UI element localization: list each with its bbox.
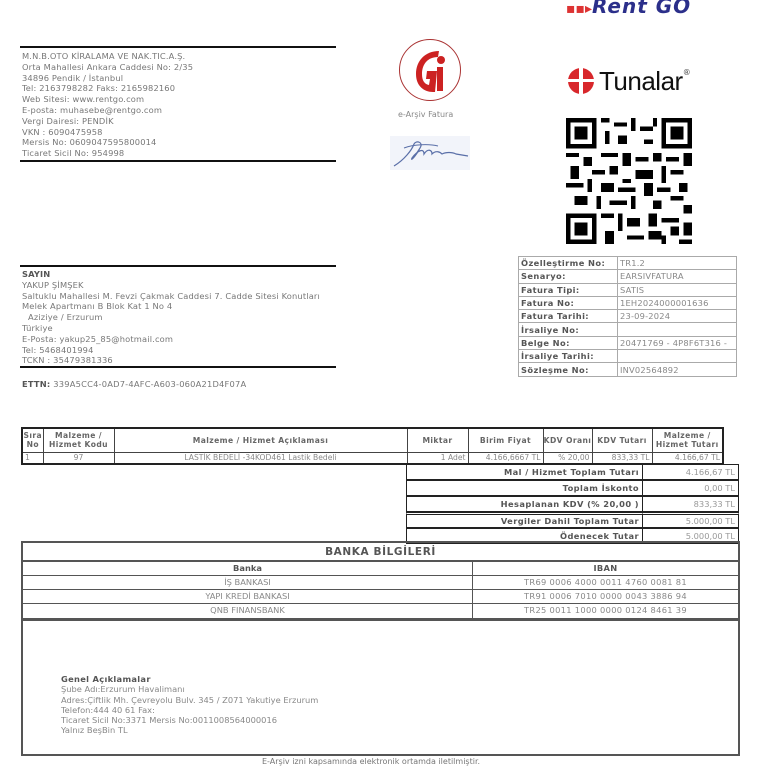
buyer-heading: SAYIN [22, 269, 51, 279]
meta-row: Fatura No: 1EH2024000001636 [519, 296, 737, 309]
buyer-district: Aziziye / Erzurum [28, 312, 103, 323]
seller-info [20, 46, 336, 162]
col-aciklama: Malzeme / Hizmet Açıklaması [114, 428, 407, 452]
bank-info-title: BANKA BİLGİLERİ [23, 543, 738, 562]
seller-tax-office: Vergi Dairesi: PENDİK [22, 115, 114, 126]
signature-icon [390, 136, 470, 170]
buyer-email: E-Posta: yakup25_85@hotmail.com [22, 333, 174, 344]
col-kdv-tutari: KDV Tutarı [592, 428, 652, 452]
items-table [21, 427, 724, 465]
buyer-tckn: TCKN : 35479381336 [22, 355, 113, 366]
general-notes [21, 619, 740, 756]
ettn [22, 379, 246, 389]
rentgo-logo: ▪▪▸Rent GO [566, 0, 692, 18]
total-row: Toplam İskonto 0,00 TL [406, 480, 739, 496]
buyer-name: YAKUP ŞİMŞEK [22, 279, 84, 290]
col-bank: Banka [23, 562, 473, 575]
meta-row: Senaryo: EARSIVFATURA [519, 270, 737, 283]
seller-address-1: Orta Mahallesi Ankara Caddesi No: 2/35 [22, 61, 194, 72]
qr-code [566, 118, 692, 244]
meta-row: İrsaliye Tarihi: [519, 350, 737, 363]
buyer-phone: Tel: 5468401994 [22, 344, 94, 355]
seller-mersis: Mersis No: 0609047595800014 [22, 137, 157, 148]
bank-row: QNB FINANSBANK TR25 0011 1000 0000 0124 8461 39 [23, 604, 738, 618]
meta-row: Sözleşme No: INV02564892 [519, 363, 737, 376]
col-tutar: Malzeme / Hizmet Tutarı [652, 428, 723, 452]
totals-table [406, 464, 739, 544]
seller-website: Web Sitesi: www.rentgo.com [22, 94, 145, 105]
bank-header-row [23, 562, 738, 576]
seller-trade-registry: Ticaret Sicil No: 954998 [22, 148, 125, 159]
bank-info-table [21, 541, 740, 620]
col-birim-fiyat: Birim Fiyat [468, 428, 543, 452]
total-row: Hesaplanan KDV (% 20,00 ) 833,33 TL [406, 496, 739, 512]
footer-note: E-Arşiv izni kapsamında elektronik ortamda iletilmiştir. [262, 757, 481, 766]
col-iban: IBAN [593, 563, 618, 573]
meta-row: İrsaliye No: [519, 323, 737, 336]
notes-registry: Ticaret Sicil No:3371 Mersis No:0011008564000016 [61, 715, 277, 726]
col-kod: Malzeme / Hizmet Kodu [43, 428, 114, 452]
notes-branch: Şube Adı:Erzurum Havalimanı [61, 684, 185, 695]
ettn-value: 339A5CC4-0AD7-4AFC-A603-060A21D4F07A [53, 379, 247, 389]
col-kdv-orani: KDV Oranı [543, 428, 592, 452]
gib-seal-logo [399, 39, 461, 101]
tunalar-logo [568, 66, 691, 96]
seller-address-2: 34896 Pendik / İstanbul [22, 72, 124, 83]
gib-emblem-icon [413, 49, 449, 93]
notes-phone: Telefon:444 40 61 Fax: [61, 704, 155, 715]
meta-row: Fatura Tipi: SATIS [519, 283, 737, 296]
buyer-info [20, 265, 336, 368]
buyer-country: Türkiye [22, 322, 53, 333]
items-header-row [22, 428, 723, 452]
meta-row: Özelleştirme No: TR1.2 [519, 257, 737, 270]
bank-row: İŞ BANKASI TR69 0006 4000 0011 4760 0081 81 [23, 576, 738, 590]
seller-vkn: VKN : 6090475958 [22, 126, 103, 137]
seller-phone: Tel: 2163798282 Faks: 2165982160 [22, 83, 176, 94]
meta-row: Belge No: 20471769 - 4P8F6T316 - [519, 336, 737, 349]
meta-row: Fatura Tarihi: 23-09-2024 [519, 310, 737, 323]
col-miktar: Miktar [407, 428, 468, 452]
buyer-address-2: Melek Apartmanı B Blok Kat 1 No 4 [22, 301, 173, 312]
tunalar-name: Tunalar [599, 65, 683, 96]
notes-address: Adres:Çiftlik Mh. Çevreyolu Bulv. 345 / Z071 Yakutiye Erzurum [61, 694, 319, 705]
notes-heading: Genel Açıklamalar [61, 674, 151, 684]
table-row: 1 97 LASTİK BEDELİ -34KOD461 Lastik Bedeli 1 Adet 4.166,6667 TL % 20,00 833,33 TL 4.166,67 TL [22, 452, 723, 464]
seller-email: E-posta: muhasebe@rentgo.com [22, 104, 163, 115]
total-row: Vergiler Dahil Toplam Tutar 5.000,00 TL [406, 512, 739, 528]
ettn-label: ETTN: [22, 379, 51, 389]
globe-icon [568, 68, 594, 94]
total-row: Ödenecek Tutar 5.000,00 TL [406, 528, 739, 544]
total-row: Mal / Hizmet Toplam Tutarı 4.166,67 TL [406, 464, 739, 480]
rentgo-flag-icon: ▪▪▸ [566, 1, 593, 17]
invoice-meta-table [518, 256, 737, 377]
col-sira: Sıra No [22, 428, 43, 452]
seller-name: M.N.B.OTO KİRALAMA VE NAK.TIC.A.Ş. [22, 51, 186, 61]
buyer-address-1: Saltuklu Mahallesi M. Fevzi Çakmak Caddesi 7. Cadde Sitesi Konutları [22, 290, 320, 301]
signature-image [390, 136, 470, 170]
notes-amount-words: Yalnız BeşBin TL [61, 725, 128, 736]
earsiv-label: e-Arşiv Fatura [398, 110, 454, 119]
registered-mark: ® [682, 68, 691, 77]
bank-row: YAPI KREDİ BANKASI TR91 0006 7010 0000 0043 3886 94 [23, 590, 738, 604]
